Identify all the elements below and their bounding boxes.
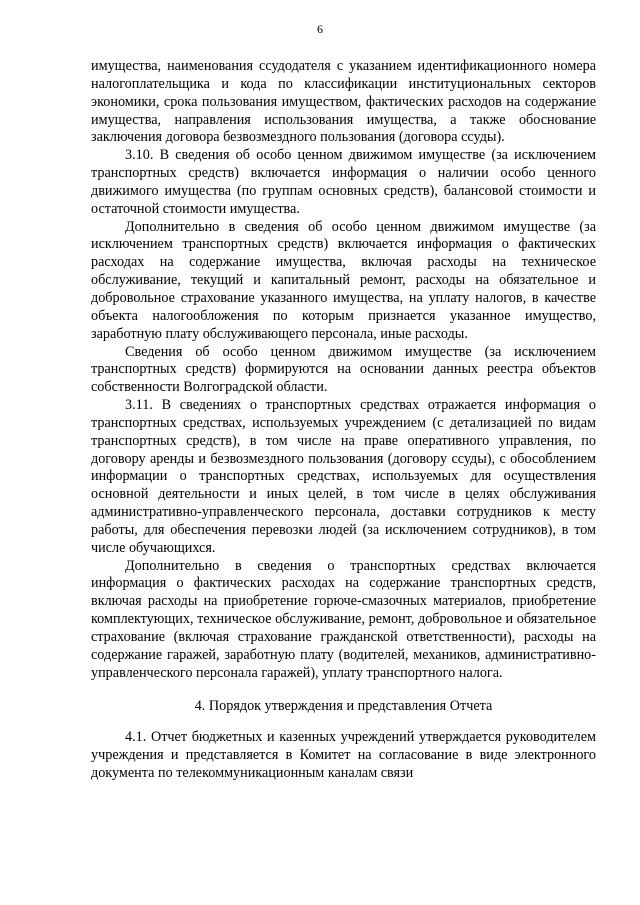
paragraph-3-10: 3.10. В сведения об особо ценном движимом имуществе (за исключением транспортных средств) включается информация о наличии особо ценного движимого имущества (по группам основных средств), балансовой стоимости и остаточной стоимости имущества. [91,147,596,217]
paragraph-4-1: 4.1. Отчет бюджетных и казенных учреждений утверждается руководителем учреждения и представляется в Комитет на согласование в виде электронного документа по телекоммуникационным каналам связи [91,729,596,782]
document-body [91,58,596,783]
page-number: 6 [317,22,323,36]
section-heading: 4. Порядок утверждения и представления Отчета [194,697,493,714]
paragraph-property-details: имущества, наименования ссудодателя с указанием идентификационного номера налогоплательщика и кода по классификации институциональных секторов экономики, срока пользования имуществом, фактических расходов на содержание имущества, направления использования имущества, а также обоснование заключения договора безвозмездного пользования (договора ссуды). [91,58,596,146]
paragraph-vehicle-expenses: Дополнительно в сведения о транспортных средствах включается информация о фактических расходах на содержание транспортных средств, включая расходы на приобретение горюче-смазочных материалов, приобретение комплектующих, техническое обслуживание, ремонт, добровольное и обязательное страхование (включая страхование гражданской ответственности), расходы на содержание гаражей, заработную плату (водителей, механиков, административно-управленческого персонала гаражей), уплату транспортного налога. [91,557,596,681]
paragraph-valuable-property-expenses: Дополнительно в сведения об особо ценном движимом имуществе (за исключением транспортных средств) включается информация о фактических расходах на содержание имущества, включая расходы на техническое обслуживание, текущий и капитальный ремонт, расходы на обязательное и добровольное страхование указанного имущества, на уплату налогов, в качестве объекта налогообложения по которым признается указанное имущество, заработную плату обслуживающего персонала, иные расходы. [91,218,596,342]
paragraph-3-11: 3.11. В сведениях о транспортных средствах отражается информация о транспортных средствах, используемых учреждением (с детализацией по видам транспортных средств), в том числе на праве оперативного управления, по договору аренды и безвозмездного пользования (договору ссуды), с обособлением информации о транспортных средствах, используемых для осуществления основной деятельности и иных целей, в том числе в целях обслуживания административно-управленческого персонала, доставки сотрудников к месту работы, для обеспечения перевозки людей (за исключением сотрудников), в том числе обучающихся. [91,397,596,556]
paragraph-valuable-property-registry: Сведения об особо ценном движимом имуществе (за исключением транспортных средств) формируются на основании данных реестра объектов собственности Волгоградской области. [91,343,596,396]
